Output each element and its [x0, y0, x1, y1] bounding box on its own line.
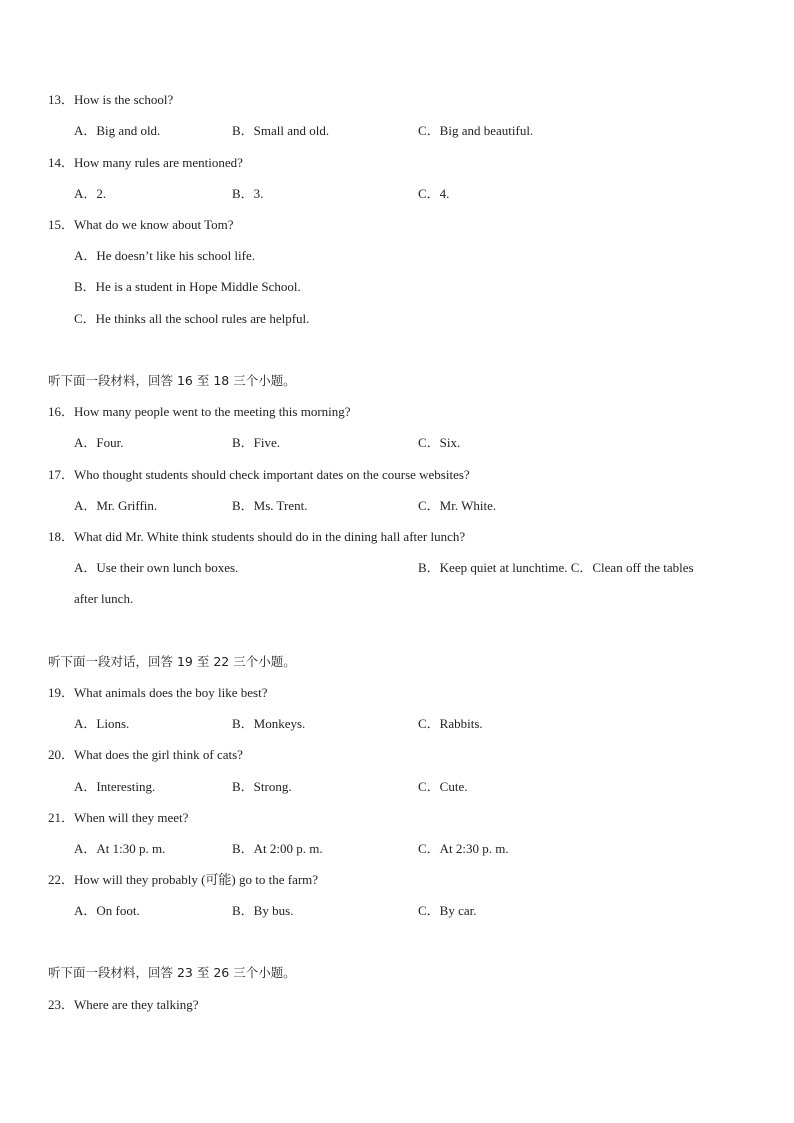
q17-option-c: C．Mr. White.: [418, 498, 497, 513]
q17-option-a: A．Mr. Griffin.: [74, 498, 158, 513]
q13-option-c: C．Big and beautiful.: [418, 123, 534, 138]
q13-option-a: A．Big and old.: [74, 123, 161, 138]
question-14: 14．How many rules are mentioned?: [48, 155, 243, 170]
q21-option-c: C．At 2:30 p. m.: [418, 841, 509, 856]
q15-option-a: A．He doesn’t like his school life.: [74, 248, 256, 263]
question-20: 20．What does the girl think of cats?: [48, 747, 243, 762]
q19-option-a: A．Lions.: [74, 716, 130, 731]
question-16: 16．How many people went to the meeting this morning?: [48, 404, 351, 419]
question-15: 15．What do we know about Tom?: [48, 217, 234, 232]
q18-option-c-continued: after lunch.: [74, 591, 134, 606]
question-21: 21．When will they meet?: [48, 810, 189, 825]
q22-option-b: B．By bus.: [232, 903, 294, 918]
q14-option-c: C．4.: [418, 186, 450, 201]
question-23: 23．Where are they talking?: [48, 997, 199, 1012]
question-17: 17．Who thought students should check important dates on the course websites?: [48, 467, 470, 482]
q16-option-a: A．Four.: [74, 435, 124, 450]
section-heading-19-22: 听下面一段对话，回答 19 至 22 三个小题。: [48, 654, 296, 669]
q14-option-a: A．2.: [74, 186, 107, 201]
q22-option-a: A．On foot.: [74, 903, 140, 918]
q20-option-a: A．Interesting.: [74, 779, 156, 794]
q20-option-b: B．Strong.: [232, 779, 292, 794]
q18-option-a: A．Use their own lunch boxes.: [74, 560, 239, 575]
q13-option-b: B．Small and old.: [232, 123, 330, 138]
q17-option-b: B．Ms. Trent.: [232, 498, 308, 513]
question-19: 19．What animals does the boy like best?: [48, 685, 268, 700]
question-22: 22．How will they probably (可能) go to the farm?: [48, 872, 319, 887]
q15-option-c: C．He thinks all the school rules are helpful.: [74, 311, 310, 326]
q20-option-c: C．Cute.: [418, 779, 468, 794]
q15-option-b: B．He is a student in Hope Middle School.: [74, 279, 301, 294]
q14-option-b: B．3.: [232, 186, 264, 201]
q19-option-c: C．Rabbits.: [418, 716, 483, 731]
section-heading-23-26: 听下面一段材料，回答 23 至 26 三个小题。: [48, 965, 296, 980]
q18-option-b-c: B．Keep quiet at lunchtime. C．Clean off the tables: [418, 560, 694, 575]
question-13: 13．How is the school?: [48, 92, 174, 107]
q16-option-b: B．Five.: [232, 435, 281, 450]
q22-option-c: C．By car.: [418, 903, 477, 918]
q16-option-c: C．Six.: [418, 435, 461, 450]
question-18: 18．What did Mr. White think students should do in the dining hall after lunch?: [48, 529, 466, 544]
section-heading-16-18: 听下面一段材料，回答 16 至 18 三个小题。: [48, 373, 296, 388]
q19-option-b: B．Monkeys.: [232, 716, 306, 731]
q21-option-a: A．At 1:30 p. m.: [74, 841, 166, 856]
q21-option-b: B．At 2:00 p. m.: [232, 841, 323, 856]
